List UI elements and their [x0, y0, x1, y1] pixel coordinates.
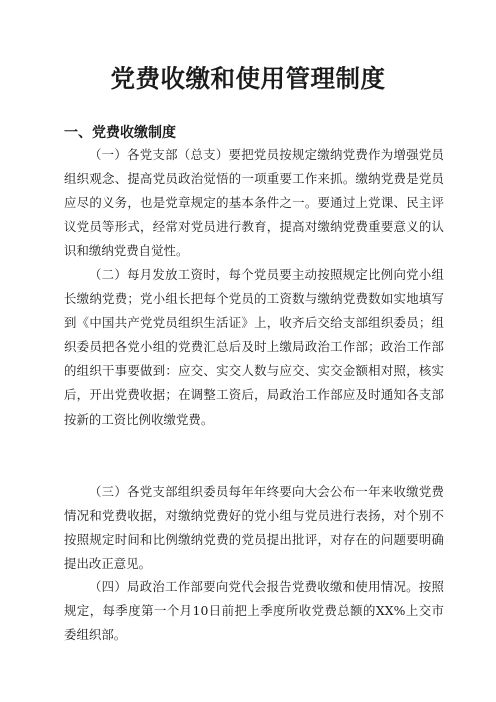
paragraph-2: （二）每月发放工资时，每个党员要主动按照规定比例向党小组长缴纳党费；党小组长把每个党员的工资数与缴纳党费数如实地填写到《中国共产党党员组织生活证》上，收齐后交给支部组织委员；组织委员把各党小组的党费汇总后及时上缴局政治工作部；政治工作部的组织干事要做到：应交、实交人数与应交、实交金额相对照，核实后，开出党费收据；在调整工资后，局政治工作部应及时通知各支部按新的工资比例收缴党费。: [64, 267, 444, 427]
paragraph-1: （一）各党支部（总支）要把党员按规定缴纳党费作为增强党员组织观念、提高党员政治觉悟的一项重要工作来抓。缴纳党费是党员应尽的义务，也是党章规定的基本条件之一。要通过上党课、民主评议党员等形式，经常对党员进行教育，提高对缴纳党费重要意义的认识和缴纳党费自觉性。: [64, 147, 444, 259]
section-heading: 一、党费收缴制度: [64, 125, 176, 141]
document-title: 党费收缴和使用管理制度: [110, 64, 386, 93]
paragraph-3: （三）各党支部组织委员每年年终要向大会公布一年来收缴党费情况和党费收据，对缴纳党费好的党小组与党员进行表扬，对个别不按照规定时间和比例缴纳党费的党员提出批评，对存在的问题要明确提出改正意见。: [64, 484, 444, 572]
paragraph-4: （四）局政治工作部要向党代会报告党费收缴和使用情况。按照规定，每季度第一个月10日前把上季度所收党费总额的XX%上交市委组织部。: [64, 579, 444, 643]
